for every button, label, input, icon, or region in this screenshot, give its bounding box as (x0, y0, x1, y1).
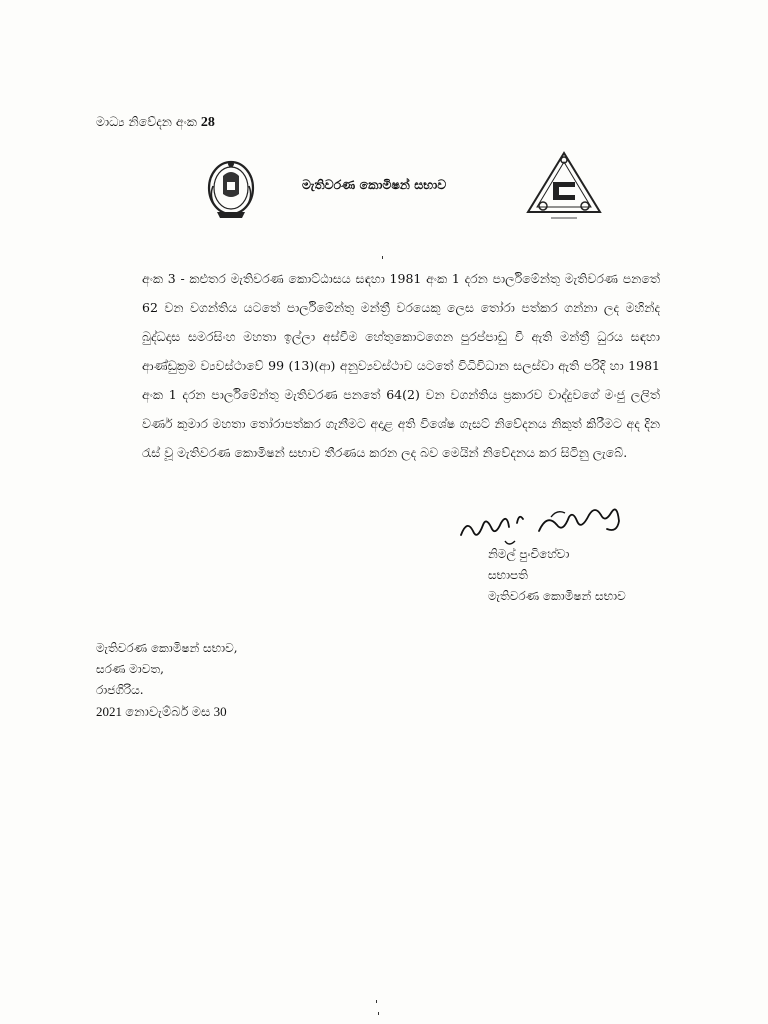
election-commission-logo-icon (525, 150, 603, 220)
address-line-2: සරණ මාවත, (96, 662, 164, 676)
media-release-label: මාධ්‍ය නිවේදන අංක (96, 114, 197, 129)
signatory-block (488, 544, 626, 607)
address-block (96, 638, 238, 722)
media-release-number (96, 114, 215, 131)
address-line-1: මැතිවරණ කොමිෂන් සභාව, (96, 641, 238, 655)
header-title: මැතිවරණ කොමිෂන් සභාව (302, 177, 447, 192)
national-emblem-icon (203, 158, 259, 222)
issue-date: 2021 නොවැම්බර් මස 30 (96, 704, 227, 719)
announcement-paragraph: අංක 3 - කළුතර මැතිවරණ කොට්ඨාසය සඳහා 1981 අංක 1 දරන පාර්ලිමේන්තු මැතිවරණ පනතේ 62 වන වගන්තිය යටතේ පාර්ලිමේන්තු මන්ත්‍රී වරයෙකු ලෙස තෝරා පත්කර ගන්නා ලද මහින්ද බුද්ධදාස සමරසිංහ මහතා ඉල්ලා අස්වීම හේතුකොටගෙන පුරප්පාඩු වී ඇති මන්ත්‍රී ධුරය සඳහා ආණ්ඩුක්‍රම ව්‍යවස්ථාවේ 99 (13)(ආ) අනුව්‍යවස්ථාව යටතේ විධිවිධාන සලස්වා ඇති පරිදි හා 1981 අංක 1 දරන පාර්ලිමේන්තු මැතිවරණ පනතේ 64(2) වන වගන්තිය ප්‍රකාරව වාද්දුවගේ මංජු ලලිත් වර්ණ කුමාර මහතා තෝරාපත්කර ගැනීමට අදාළ අති විශේෂ ගැසට් නිවේදනය නිකුත් කිරීමට අද දින රැස් වූ මැතිවරණ කොමිෂන් සභාව තීරණය කරන ලද බව මෙයින් නිවේදනය කර සිටිනු ලැබේ. (142, 271, 660, 460)
signatory-title: සභාපති (488, 568, 528, 582)
address-line-3: රාජගිරිය. (96, 683, 144, 697)
signatory-name: නිමල් පුංචිහේවා (488, 547, 570, 561)
signatory-organization: මැතිවරණ කොමිෂන් සභාව (488, 589, 626, 603)
media-release-value: 28 (200, 115, 215, 130)
